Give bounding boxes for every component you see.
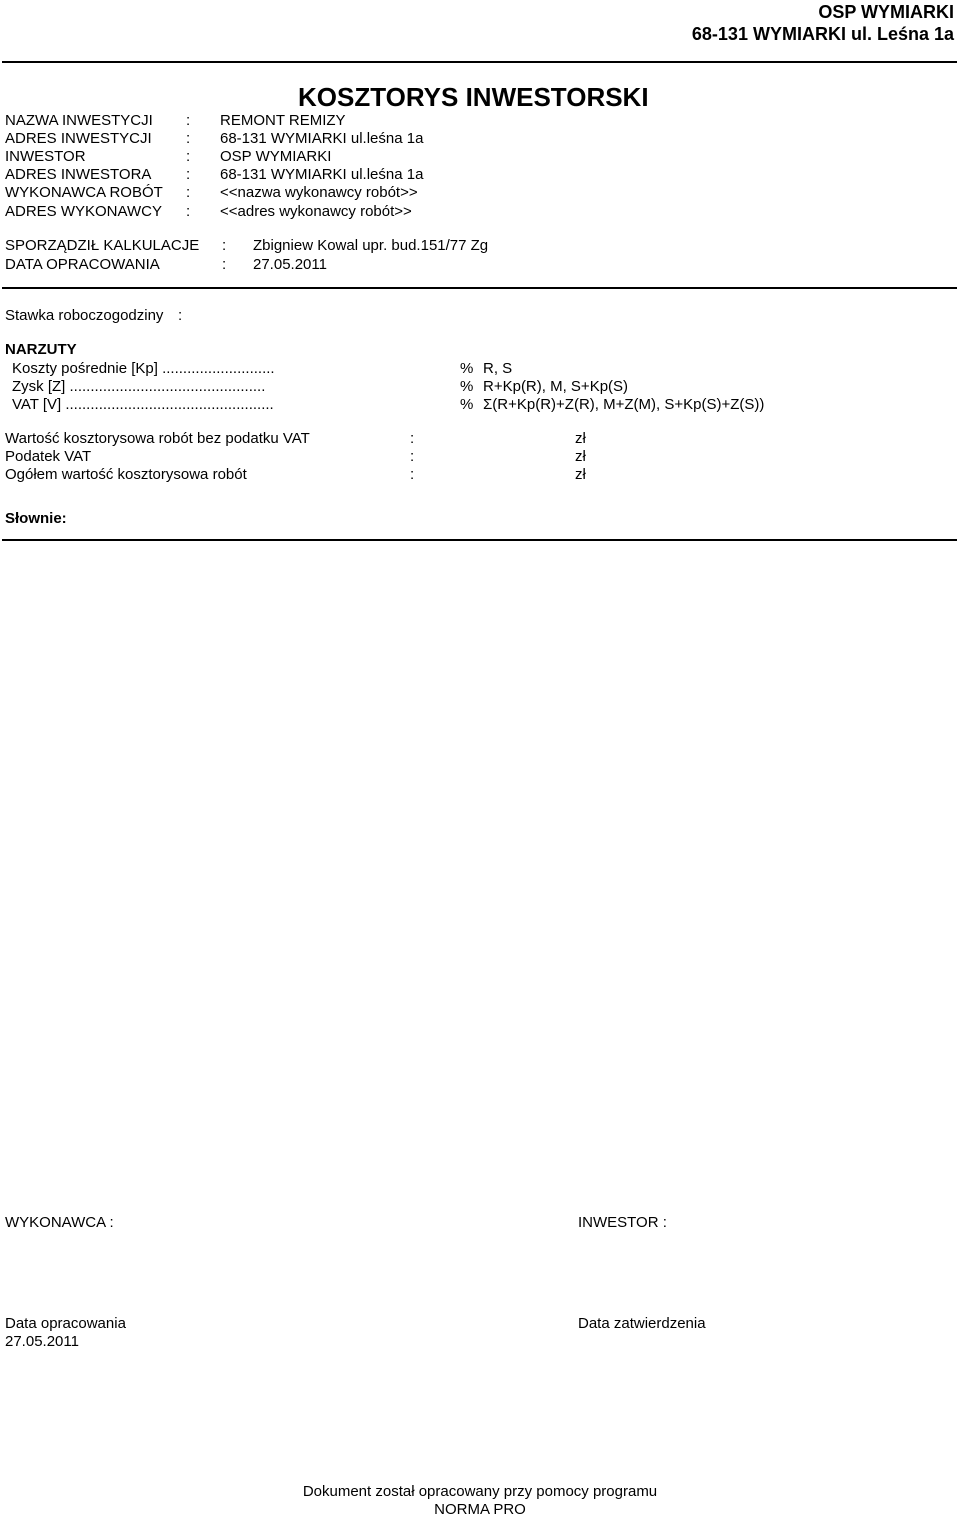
investment-label: ADRES INWESTYCJI — [5, 130, 152, 147]
narzut-unit: % — [460, 360, 474, 377]
footer-line-1: Dokument został opracowany przy pomocy programu — [302, 1483, 658, 1500]
value-label: Ogółem wartość kosztorysowa robót — [5, 466, 247, 483]
slownie-label: Słownie: — [5, 510, 67, 527]
investment-value: <<nazwa wykonawcy robót>> — [220, 184, 418, 201]
narzut-unit: % — [460, 378, 474, 395]
investor-label: INWESTOR : — [578, 1214, 667, 1231]
header-org-name: OSP WYMIARKI — [818, 2, 954, 22]
value-label: Wartość kosztorysowa robót bez podatku VAT — [5, 430, 310, 447]
narzut-label: VAT [V] .................................................. — [12, 396, 274, 413]
approved-date-label: Data zatwierdzenia — [578, 1315, 706, 1332]
narzut-unit: % — [460, 396, 474, 413]
document-title: KOSZTORYS INWESTORSKI — [298, 82, 649, 112]
slownie-divider — [2, 539, 957, 541]
value-sep: : — [410, 448, 415, 465]
narzut-basis: R, S — [483, 360, 513, 377]
footer-line-2: NORMA PRO — [434, 1501, 526, 1518]
prepared-date-value: 27.05.2011 — [5, 1333, 79, 1350]
calc-sep: : — [222, 237, 227, 254]
value-sep: : — [410, 466, 415, 483]
calc-label: SPORZĄDZIŁ KALKULACJE — [5, 237, 200, 254]
value-sep: : — [410, 430, 415, 447]
narzut-basis: R+Kp(R), M, S+Kp(S) — [483, 378, 629, 395]
rate-sep: : — [178, 307, 183, 324]
investment-value: REMONT REMIZY — [220, 112, 346, 129]
investment-value: <<adres wykonawcy robót>> — [220, 203, 412, 220]
investment-label: INWESTOR — [5, 148, 86, 165]
investment-sep: : — [186, 166, 191, 183]
investment-sep: : — [186, 184, 191, 201]
investment-sep: : — [186, 130, 191, 147]
prepared-date-label: Data opracowania — [5, 1315, 126, 1332]
investment-sep: : — [186, 148, 191, 165]
investment-value: 68-131 WYMIARKI ul.leśna 1a — [220, 166, 424, 183]
narzut-label: Koszty pośrednie [Kp] ........................... — [12, 360, 275, 377]
calc-sep: : — [222, 256, 227, 273]
header-org-address: 68-131 WYMIARKI ul. Leśna 1a — [691, 24, 954, 44]
investment-sep: : — [186, 203, 191, 220]
investment-label: NAZWA INWESTYCJI — [5, 112, 153, 129]
value-unit: zł — [575, 466, 586, 483]
investment-sep: : — [186, 112, 191, 129]
investment-value: OSP WYMIARKI — [220, 148, 332, 165]
contractor-label: WYKONAWCA : — [5, 1214, 114, 1231]
narzuty-heading: NARZUTY — [5, 341, 77, 358]
investment-value: 68-131 WYMIARKI ul.leśna 1a — [220, 130, 424, 147]
section-divider — [2, 287, 957, 289]
investment-label: ADRES INWESTORA — [5, 166, 152, 183]
header-divider — [2, 61, 957, 63]
value-unit: zł — [575, 430, 586, 447]
narzut-label: Zysk [Z] ............................................... — [12, 378, 266, 395]
calc-value: Zbigniew Kowal upr. bud.151/77 Zg — [253, 237, 489, 254]
investment-label: ADRES WYKONAWCY — [5, 203, 162, 220]
investment-label: WYKONAWCA ROBÓT — [5, 184, 163, 201]
rate-label: Stawka roboczogodziny — [5, 307, 164, 324]
calc-label: DATA OPRACOWANIA — [5, 256, 160, 273]
narzut-basis: Σ(R+Kp(R)+Z(R), M+Z(M), S+Kp(S)+Z(S)) — [483, 396, 765, 413]
calc-value: 27.05.2011 — [253, 256, 327, 273]
value-unit: zł — [575, 448, 586, 465]
value-label: Podatek VAT — [5, 448, 92, 465]
